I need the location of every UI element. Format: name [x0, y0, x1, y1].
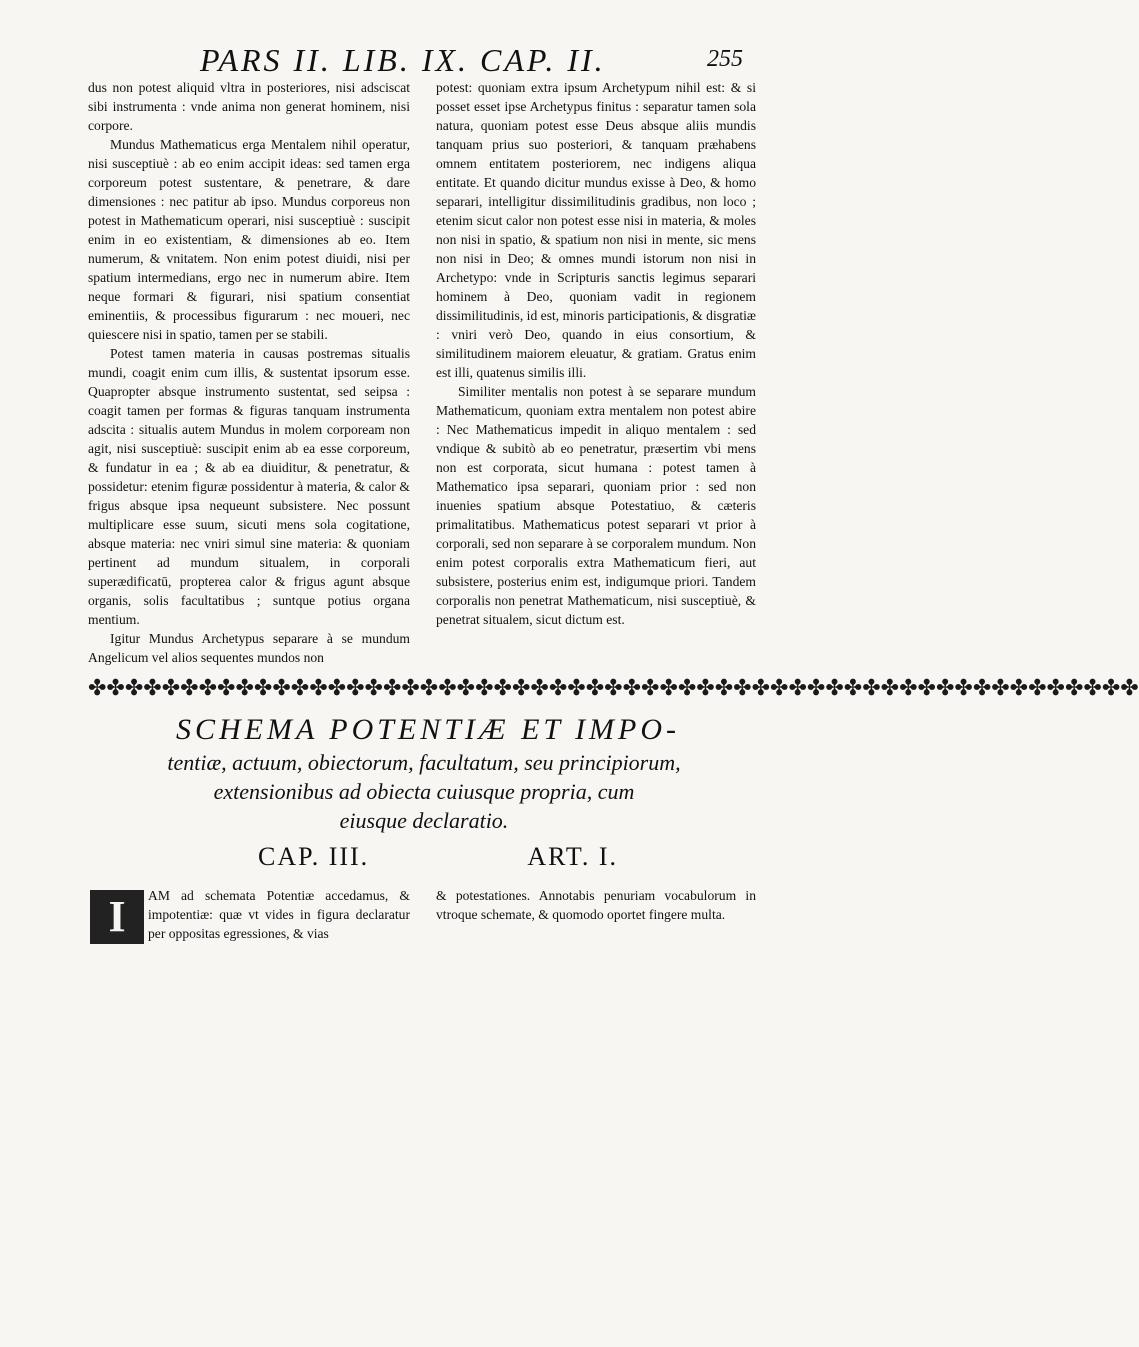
left-paragraph-3: Potest tamen materia in causas postremas situalis mundi, coagit enim cum illis, & sustentat ipsorum esse. Quapropter absque instrumento sustentat, sed seipsa : coagit tamen per formas & figuras tanquam instrumenta adscita : situalis autem Mundus in molem corpoream non agit, nisi susceptiuè: suscipit enim ab ea esse corporeum, & fundatur in ea ; & ab ea diuiditur, & penetratur, & possidetur: etenim figuræ possidentur à materia, & calor & frigus absque ipsa nequeunt subsistere. Nec possunt multiplicare esse suum, sicuti mens sola cogitatione, absque materia: nec vniri simul sine materia: & quoniam pertinent ad mundum situalem, in corporali superædificatū, propterea calor & frigus agunt absque organis, solis facultatibus ; suntque potius organa mentium. — [88, 346, 410, 627]
chapter-title-line-3: extensionibus ad obiecta cuiusque propria, cum — [213, 779, 635, 804]
chapter-number: CAP. III. — [258, 842, 370, 871]
page-number: 255 — [707, 46, 743, 72]
article-number: ART. I. — [527, 842, 618, 871]
chapter-title-line-1: SCHEMA POTENTIÆ ET IMPO- — [175, 713, 681, 746]
chapter-heading — [258, 840, 618, 874]
right-paragraph-1: potest: quoniam extra ipsum Archetypum nihil est: & si posset esset ipse Archetypus finitus : separatur tamen sola natura, quoniam potest esse Deus absque aliis mundis tanquam prius suo posteriori, & tanquam præhabens omnem entitatem posteriorem, nec indigens aliqua entitate. Et quando dicitur mundus exisse à Deo, & homo separari, intelligitur dissimilitudinis gradibus, non loco ; etenim sicut calor non potest esse nisi in materia, & moles non nisi in spatio, & spatium non nisi in mente, sic mens non nisi in Deo; & omnes mundi istorum non nisi in Archetypo: vnde in Scripturis sanctis legimus separari hominem à Deo, quoniam vadit in regionem dissimilitudinis, id est, minoris participationis, & disgratiæ : vniri verò Deo, quando in eius consortium, & similitudinem maiorem eleuatur, & gratiam. Gratus enim est illi, quatenus similis illi. — [436, 80, 756, 380]
left-column — [88, 78, 410, 667]
running-title: PARS II. LIB. IX. CAP. II. — [200, 42, 606, 78]
decorated-initial: I — [90, 890, 144, 944]
right-column — [436, 78, 756, 629]
intro-left-paragraph: AM ad schemata Potentiæ accedamus, & impotentiæ: quæ vt vides in figura declaratur per oppositas egressiones, & vias — [148, 888, 410, 941]
right-paragraph-2: Similiter mentalis non potest à se separare mundum Mathematicum, quoniam extra mentalem non potest abire : Nec Mathematicus impedit in aliquo mentalem : sed vndique & subitò ab eo penetratur, præsertim vbi mens non est corporata, sicut humana : potest tamen à Mathematico ipsa separari, quoniam prior : sed non inuenies spatium absque Potestatiuo, & cæteris primalitatibus. Mathematicus potest separari vt prior à corporali, sed non separare à se corporalem mundum. Non enim potest corporalis extra Mathematicum fieri, aut subsistere, posterius enim est, indigumque priori. Tandem corporalis non penetrat Mathematicum, nisi susceptiuè, & penetrat situalem, sicut dictum est. — [436, 384, 756, 627]
intro-right-text — [436, 886, 756, 924]
chapter-title-line-4: eiusque declaratio. — [339, 808, 509, 833]
chapter-title-line-2: tentiæ, actuum, obiectorum, facultatum, seu principiorum, — [167, 750, 681, 775]
intro-left-text — [148, 886, 410, 943]
intro-right-paragraph: & potestationes. Annotabis penuriam vocabulorum in vtroque schemate, & quomodo oportet fingere multa. — [436, 888, 756, 922]
ornamental-border: ✤✤✤✤✤✤✤✤✤✤✤✤✤✤✤✤✤✤✤✤✤✤✤✤✤✤✤✤✤✤✤✤✤✤✤✤✤✤✤✤✤✤✤✤✤✤✤✤✤✤✤✤✤✤✤✤✤ — [88, 676, 1139, 701]
left-paragraph-1: dus non potest aliquid vltra in posteriores, nisi adsciscat sibi instrumenta : vnde anima non generat hominem, nisi corpore. — [88, 80, 410, 133]
left-paragraph-4: Igitur Mundus Archetypus separare à se mundum Angelicum vel alios sequentes mundos non — [88, 631, 410, 665]
left-paragraph-2: Mundus Mathematicus erga Mentalem nihil operatur, nisi susceptiuè : ab eo enim accipit ideas: sed tamen erga corporeum potest sustentare, & penetrare, & dare dimensiones : nec patitur ab ipso. Mundus corporeus non potest in Mathematicum operari, nisi susceptiuè : suscipit enim in eo existentiam, & dimensiones ab eo. Item numerum, & vnitatem. Non enim potest diuidi, nisi per spatium intermedians, ergo nec in numerum abire. Item neque formari & figurari, nisi spatium consentiat eminentiis, & processibus figurarum : nec moueri, nec quiescere nisi in spatio, tamen per se stabili. — [88, 137, 410, 342]
chapter-title-subtitle — [88, 748, 760, 835]
